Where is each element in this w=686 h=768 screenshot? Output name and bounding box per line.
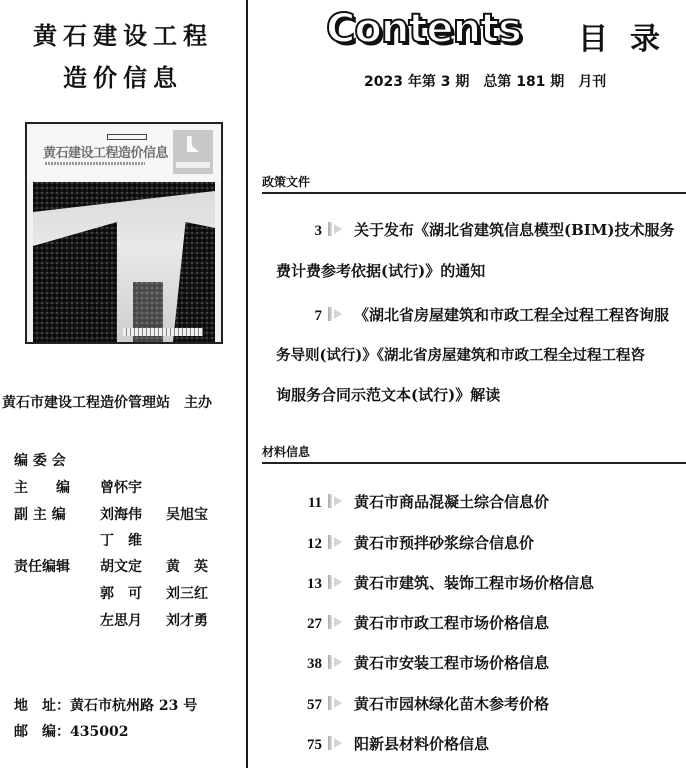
staff-name: 郭 可	[100, 586, 142, 602]
toc-entry[interactable]	[298, 612, 549, 633]
toc-page-number: 75	[307, 737, 322, 753]
arrow-icon	[328, 654, 346, 670]
toc-page-number: 12	[307, 536, 322, 552]
toc-entry[interactable]	[298, 572, 594, 593]
toc-title: 黄石市预拌砂浆综合信息价	[354, 534, 535, 552]
arrow-icon	[328, 306, 346, 322]
toc-entry[interactable]	[298, 652, 549, 673]
toc-entry[interactable]	[298, 693, 549, 714]
magazine-title-line1: 黄石建设工程	[33, 21, 213, 50]
staff-name: 黄 英	[166, 559, 208, 575]
cover-header	[27, 124, 221, 180]
staff-role: 责任编辑	[14, 559, 70, 575]
arrow-icon	[328, 695, 346, 711]
cover-badge	[176, 162, 210, 168]
toc-page-number: 27	[307, 616, 322, 632]
toc-title: 黄石市安装工程市场价格信息	[354, 654, 550, 672]
arrow-icon	[328, 493, 346, 509]
toc-entry[interactable]	[298, 733, 489, 754]
toc-page-number: 3	[314, 223, 322, 239]
staff-row	[14, 610, 232, 630]
arrow-icon	[328, 614, 346, 630]
address-value: 黄石市杭州路 23 号	[70, 698, 198, 714]
toc-page-number: 7	[314, 308, 322, 324]
toc-page-number: 13	[307, 576, 322, 592]
toc-title: 阳新县材料价格信息	[354, 735, 490, 753]
staff-name: 胡文定	[100, 559, 142, 575]
staff-name: 曾怀宇	[100, 480, 142, 496]
section-heading-materials: 材料信息	[262, 443, 686, 464]
cover-subtitle-en	[45, 162, 145, 165]
toc-title-continued: 询服务合同示范文本(试行)》解读	[276, 386, 501, 404]
contents-heading-cn: 目录	[578, 22, 682, 57]
staff-role: 主 编	[14, 480, 70, 496]
toc-entry[interactable]	[298, 304, 669, 325]
staff-row	[14, 504, 232, 524]
toc-entry[interactable]	[298, 219, 675, 240]
staff-name: 丁 维	[100, 533, 142, 549]
toc-page-number: 38	[307, 656, 322, 672]
masthead-column	[0, 0, 246, 768]
toc-title: 黄石市商品混凝土综合信息价	[354, 493, 550, 511]
logo-mark-icon	[187, 136, 199, 152]
staff-row	[14, 477, 166, 497]
toc-entry[interactable]	[298, 491, 549, 512]
magazine-title-line2: 造价信息	[63, 63, 183, 92]
staff-role: 副 主 编	[14, 507, 66, 523]
issue-total: 总第 181 期	[483, 74, 565, 90]
staff-row	[14, 556, 232, 576]
address-line	[14, 695, 197, 715]
arrow-icon	[328, 534, 346, 550]
toc-page-number: 57	[307, 697, 322, 713]
staff-name: 刘三红	[166, 586, 208, 602]
toc-title: 黄石市建筑、装饰工程市场价格信息	[354, 574, 595, 592]
cover-logo-icon	[173, 130, 213, 174]
staff-name: 吴旭宝	[166, 507, 208, 523]
committee-label: 编 委 会	[14, 453, 66, 469]
toc-title-continued: 费计费参考依据(试行)》的通知	[276, 262, 486, 280]
building-shape	[33, 182, 215, 212]
cover-image	[25, 122, 223, 344]
toc-title-continued: 务导则(试行)》《湖北省房屋建筑和市政工程全过程工程咨	[276, 347, 645, 364]
staff-name: 左思月	[100, 613, 142, 629]
cover-tag	[107, 134, 147, 140]
arrow-icon	[328, 221, 346, 237]
toc-title: 黄石市市政工程市场价格信息	[354, 614, 550, 632]
postcode-label: 邮 编：	[14, 724, 70, 740]
building-shape	[173, 222, 215, 342]
contents-heading-en: Contents	[326, 6, 521, 52]
skyscraper-photo	[33, 182, 215, 342]
sponsor-role: 主办	[184, 395, 212, 411]
issue-number: 2023 年第 3 期	[364, 74, 470, 90]
toc-page-number: 11	[307, 495, 322, 511]
toc-title: 黄石市园林绿化苗木参考价格	[354, 695, 550, 713]
issue-frequency: 月刊	[578, 74, 607, 90]
issue-info	[364, 71, 620, 91]
toc-entry[interactable]	[298, 532, 534, 553]
section-heading-policy: 政策文件	[262, 173, 686, 194]
toc-title: 《湖北省房屋建筑和市政工程全过程工程咨询服	[354, 306, 670, 324]
toc-title: 关于发布《湖北省建筑信息模型(BIM)技术服务	[354, 221, 675, 239]
arrow-icon	[328, 574, 346, 590]
sponsor-line	[2, 392, 212, 412]
staff-row	[14, 530, 166, 550]
staff-name: 刘海伟	[100, 507, 142, 523]
cover-title: 黄石建设工程造价信息	[43, 146, 169, 161]
staff-name: 刘才勇	[166, 613, 208, 629]
contents-column	[248, 0, 686, 768]
address-label: 地 址：	[14, 698, 70, 714]
building-shape	[33, 222, 117, 342]
arrow-icon	[328, 735, 346, 751]
staff-row	[14, 583, 232, 603]
postcode-line	[14, 721, 128, 741]
sponsor-org: 黄石市建设工程造价管理站	[2, 395, 170, 411]
cover-footer-text	[123, 328, 203, 336]
postcode-value: 435002	[70, 724, 129, 740]
